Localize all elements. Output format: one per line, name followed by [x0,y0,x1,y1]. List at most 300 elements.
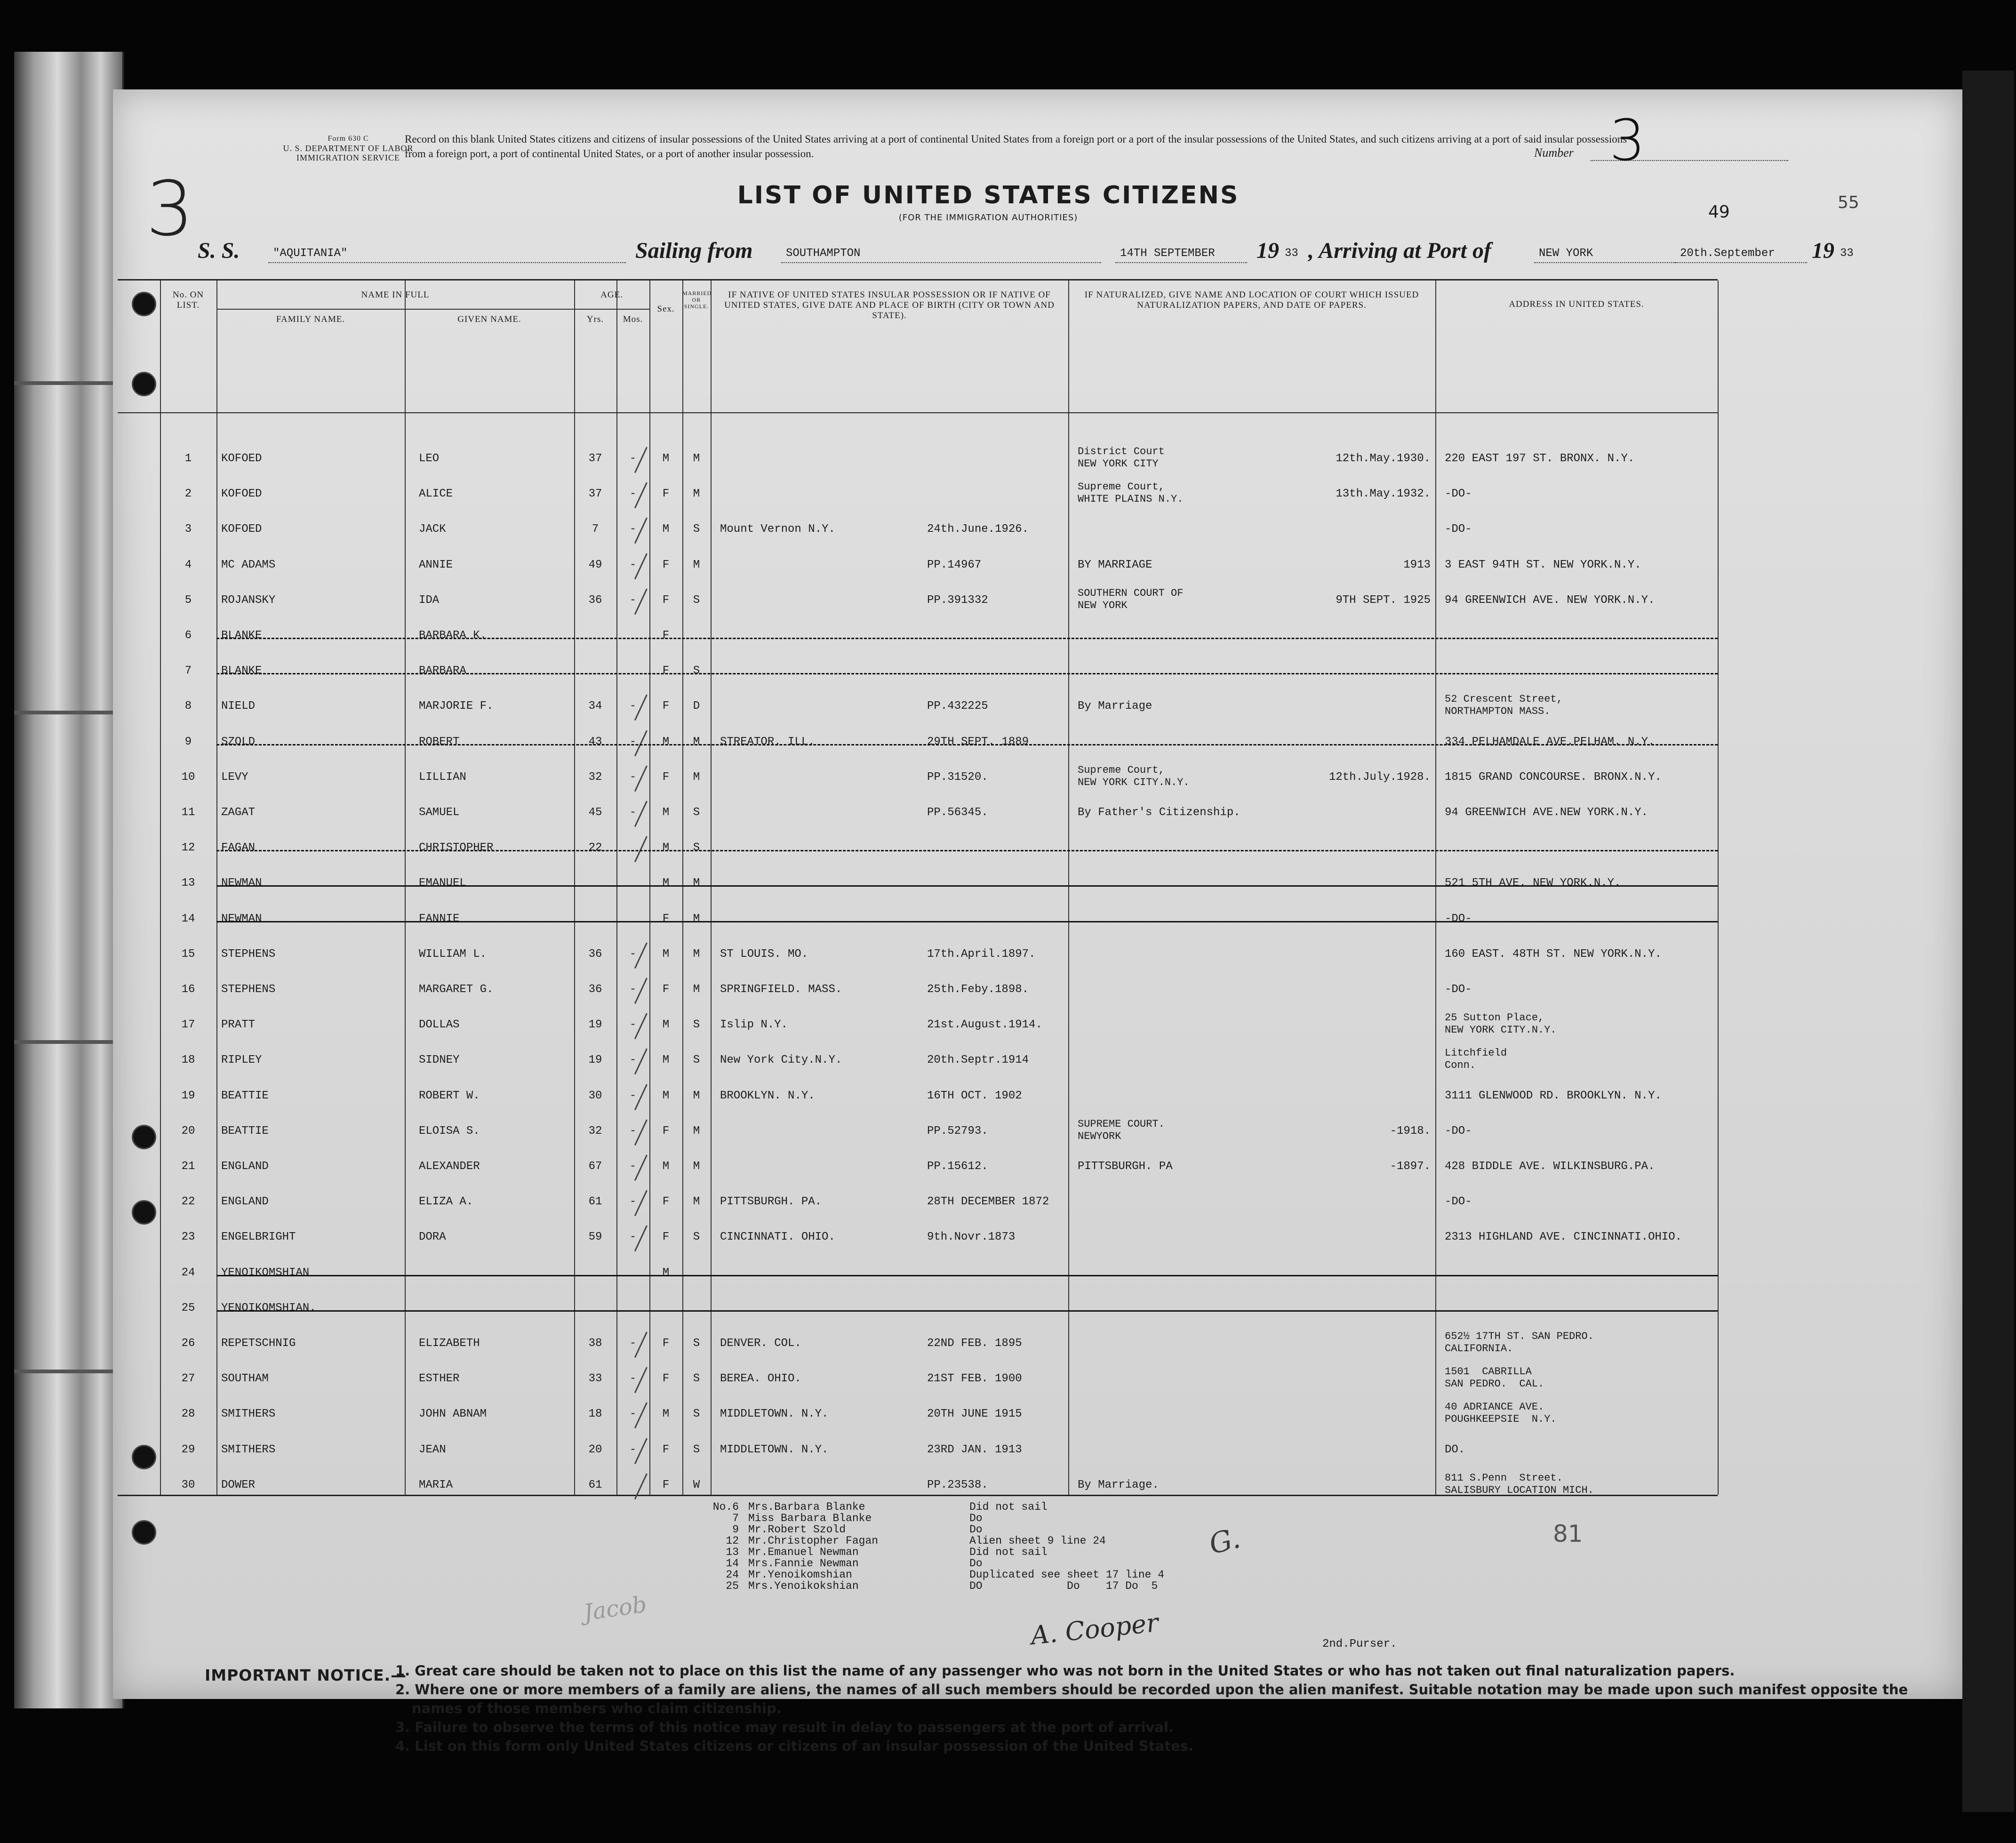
cell-birth-date: 9th.Novr.1873 [927,1231,1016,1244]
table-row [118,1328,1718,1363]
cell-birth-place: New York City.N.Y. [720,1054,842,1067]
note-remark: DO Do 17 Do 5 [969,1580,1158,1592]
cell-given: ELOISA S. [419,1124,480,1138]
cell-birth-place: PITTSBURGH. PA. [720,1195,822,1209]
cell-marital: M [693,877,700,890]
cell-marital: M [693,452,700,465]
table-row [118,1151,1718,1186]
cell-address: 1815 GRAND CONCOURSE. BRONX.N.Y. [1445,770,1662,784]
cell-court: PITTSBURGH. PA [1078,1160,1173,1173]
header-family-name: FAMILY NAME. [276,314,345,324]
cell-given: JACK [419,523,446,536]
binder-hole [132,1520,156,1545]
age-subheader-rule [574,309,649,310]
cell-sex: F [662,593,670,607]
cell-family: BEATTIE [221,1089,269,1102]
service-name: IMMIGRATION SERVICE [296,153,400,162]
note-no: 12 [726,1535,739,1547]
cell-family: YENOIKOMSHIAN [221,1266,310,1279]
cell-address: 220 EAST 197 ST. BRONX. N.Y. [1445,452,1635,465]
cell-birth-place: MIDDLETOWN. N.Y. [720,1408,829,1421]
cell-yrs: 36 [588,983,602,996]
cell-marital: S [693,1018,700,1032]
cell-marital: M [693,1195,700,1209]
cell-marital: S [693,1054,700,1067]
header-no-on-list: No. ON LIST. [172,290,204,310]
cell-mos: - [629,1160,637,1173]
cell-address: 652½ 17TH ST. SAN PEDRO. CALIFORNIA. [1445,1330,1594,1354]
table-row [118,1363,1718,1399]
cell-marital: S [693,1337,700,1350]
cell-sex: M [662,735,670,748]
department-name: U. S. DEPARTMENT OF LABOR [283,144,414,153]
year-prefix-arrival: 19 [1812,238,1834,263]
cell-family: KOFOED [221,452,262,465]
cell-marital: M [693,1089,700,1102]
cell-sex: M [662,1089,670,1102]
cell-given: EMANUEL [419,877,466,890]
cell-given: LILLIAN [419,770,466,784]
cell-no: 17 [181,1018,195,1032]
pencil-annotation: Jacob [582,1591,648,1627]
cell-given: JOHN ABNAM [419,1408,487,1421]
page-edge-shadow [1962,71,2014,1812]
cell-address: -DO- [1445,523,1472,536]
cell-family: ENGLAND [221,1160,269,1173]
cell-given: WILLIAM L. [419,947,487,961]
cell-birth-date: 25th.Feby.1898. [927,983,1029,996]
table-row [118,478,1718,514]
cell-birth-date: PP.23538. [927,1478,988,1491]
passenger-table [118,279,1718,1496]
cell-court-date: 12th.May.1930. [1336,452,1431,465]
table-row [118,1009,1718,1045]
cell-court-date: 12th.July.1928. [1328,770,1431,784]
cell-yrs: 30 [588,1089,602,1102]
table-row [118,549,1718,585]
note-remark: Duplicated see sheet 17 line 4 [969,1569,1165,1581]
cell-given: BARBARA [419,665,466,678]
note-name: Mr.Robert Szold [748,1523,846,1536]
cell-birth-place: MIDDLETOWN. N.Y. [720,1443,829,1456]
cell-family: BLANKE [221,629,262,642]
cell-given: ALICE [419,488,453,501]
cell-family: STEPHENS [221,983,276,996]
cell-marital: S [693,1231,700,1244]
strike-through-line [216,673,1718,674]
cell-birth-date: 29TH SEPT. 1889 [927,735,1029,748]
cell-marital: S [693,523,700,536]
cell-family: SMITHERS [221,1408,276,1421]
note-remark: Did not sail [969,1501,1048,1513]
col-divider [1718,280,1719,1495]
cell-yrs: 38 [588,1337,602,1350]
cell-birth-date: PP.14967 [927,558,982,571]
table-row [118,867,1718,903]
cell-marital: S [693,593,700,607]
cell-mos: - [629,1089,637,1102]
cell-family: ENGELBRIGHT [221,1231,296,1244]
cell-sex: F [662,629,670,642]
ship-name: "AQUITANIA" [273,247,348,260]
cell-address: 94 GREENWICH AVE.NEW YORK.N.Y. [1445,806,1648,819]
notice-item: 1. Great care should be taken not to place on this list the name of any passenger who was not born in the United States or who has not taken out final naturalization papers. [395,1663,1735,1679]
manifest-page [113,89,1962,1754]
table-row [118,938,1718,974]
table-row [118,1080,1718,1116]
cell-marital: D [693,700,700,713]
page-subtitle: (FOR THE IMMIGRATION AUTHORITIES) [898,213,1078,223]
note-remark: Alien sheet 9 line 24 [969,1535,1106,1547]
cell-address: 811 S.Penn Street. SALISBURY LOCATION MICH. [1445,1472,1594,1496]
ledger-binding [14,52,124,1708]
handwritten-list-number: 3 [1609,108,1646,174]
cell-marital: S [693,665,700,678]
cell-no: 10 [181,770,195,784]
table-row [118,1221,1718,1257]
notice-item: 4. List on this form only United States citizens or citizens of an insular possession of the United States. [395,1738,1193,1754]
cell-marital: M [693,947,700,961]
cell-address: 40 ADRIANCE AVE. POUGHKEEPSIE N.Y. [1445,1401,1557,1426]
cell-no: 19 [181,1089,195,1102]
cell-family: NEWMAN [221,877,262,890]
cell-mos: - [629,735,637,748]
cell-sex: M [662,1266,670,1279]
cell-no: 24 [181,1266,195,1279]
note-name: Mrs.Barbara Blanke [748,1501,865,1513]
table-row [118,655,1718,691]
cell-marital: M [693,1124,700,1138]
table-row [118,1469,1718,1505]
cell-no: 21 [181,1160,195,1173]
cell-family: STEPHENS [221,947,276,961]
note-no: 24 [726,1569,739,1581]
strike-through-line [216,638,1718,639]
cell-birth-place: STREATOR. ILL. [720,735,815,748]
table-row [118,585,1718,620]
cell-family: SZOLD [221,735,256,748]
cell-yrs: 19 [588,1054,602,1067]
sailing-port: SOUTHAMPTON [786,247,861,260]
cell-marital: S [693,1443,700,1456]
header-married-or-single: MARRIED OR SINGLE. [682,290,712,310]
note-name: Mr.Yenoikomshian [748,1569,852,1581]
cell-no: 20 [181,1124,195,1138]
cell-court-date: -1897. [1390,1160,1431,1173]
year-prefix: 19 [1256,238,1279,263]
cell-given: IDA [419,593,440,607]
cell-mos: - [629,488,637,501]
cell-address: -DO- [1445,1195,1472,1209]
cell-yrs: 34 [588,700,602,713]
form-number: Form 630 C [328,135,369,143]
cell-birth-date: 21ST FEB. 1900 [927,1372,1022,1386]
cell-family: PRATT [221,1018,256,1032]
cell-birth-place: BEREA. OHIO. [720,1372,801,1386]
cell-mos: - [629,806,637,819]
arrival-year: 33 [1840,247,1854,260]
cell-sex: M [662,452,670,465]
cell-marital: M [693,558,700,571]
cell-family: NEWMAN [221,912,262,925]
strike-through-line [216,885,1718,887]
arrival-date: 20th.September [1680,247,1775,260]
cell-address: -DO- [1445,488,1472,501]
cell-court-date: 1913 [1403,558,1431,571]
cell-family: KOFOED [221,523,262,536]
cell-address: 3 EAST 94TH ST. NEW YORK.N.Y. [1445,558,1641,571]
cell-sex: F [662,1337,670,1350]
cell-court: SUPREME COURT. NEWYORK [1078,1118,1165,1142]
cell-family: LEVY [221,770,248,784]
cell-no: 26 [181,1337,195,1350]
arriving-label: , Arriving at Port of [1308,238,1491,263]
cell-sex: M [662,947,670,961]
cell-family: DOWER [221,1478,256,1491]
cell-family: SMITHERS [221,1443,276,1456]
cell-mos: - [629,1054,637,1067]
cell-yrs: 61 [588,1195,602,1209]
cell-no: 11 [181,806,195,819]
cell-court: BY MARRIAGE [1078,558,1152,571]
cell-mos: - [629,1443,637,1456]
purser-title: 2nd.Purser. [1322,1638,1397,1651]
cell-yrs: 7 [592,523,599,536]
cell-birth-place: Islip N.Y. [720,1018,788,1032]
cell-sex: M [662,523,670,536]
cell-yrs: 37 [588,452,602,465]
cell-birth-place: SPRINGFIELD. MASS. [720,983,842,996]
cell-given: DORA [419,1231,446,1244]
cell-given: ROBERT W. [419,1089,480,1102]
cell-sex: F [662,665,670,678]
cell-sex: M [662,1018,670,1032]
note-name: Mr.Emanuel Newman [748,1546,859,1558]
cell-yrs: 45 [588,806,602,819]
check-mark [634,1473,651,1501]
cell-address: 94 GREENWICH AVE. NEW YORK.N.Y. [1445,593,1655,607]
cell-birth-date: 21st.August.1914. [927,1018,1042,1032]
cell-mos: - [629,700,637,713]
header-naturalization: IF NATURALIZED, GIVE NAME AND LOCATION OF COURT WHICH ISSUED NATURALIZATION PAPERS, AND DATE OF PAPERS. [1084,290,1419,310]
table-row [118,903,1718,939]
cell-no: 29 [181,1443,195,1456]
port-underline [1534,262,1675,263]
arrival-underline [1675,262,1807,263]
cell-given: BARBARA K. [419,629,487,642]
cell-no: 14 [181,912,195,925]
cell-sex: F [662,983,670,996]
cell-mos: - [629,1195,637,1209]
strike-through-line [216,921,1718,922]
note-no: 25 [726,1580,739,1592]
note-name: Miss Barbara Blanke [748,1512,872,1524]
cell-birth-date: PP.56345. [927,806,988,819]
cell-court: By Marriage [1078,700,1152,713]
header-yrs: Yrs. [586,314,604,324]
cell-sex: F [662,558,670,571]
cell-sex: F [662,912,670,925]
table-row [118,1044,1718,1080]
cell-family: BEATTIE [221,1124,269,1138]
cell-mos: - [629,452,637,465]
cell-given: ROBERT [419,735,460,748]
cell-yrs: 36 [588,947,602,961]
cell-family: NIELD [221,700,256,713]
cell-sex: F [662,1231,670,1244]
cell-court-date: 13th.May.1932. [1336,488,1431,501]
header-birth: IF NATIVE OF UNITED STATES INSULAR POSSESSION OR IF NATIVE OF UNITED STATES, GIVE DATE AND PLACE OF BIRTH (CITY OR TOWN AND STATE). [724,290,1055,321]
cell-no: 9 [184,735,192,748]
cell-birth-date: PP.432225 [927,700,988,713]
cell-given: CHRISTOPHER [419,841,494,855]
cell-marital: M [693,770,700,784]
cell-mos: - [629,1124,637,1138]
cell-address: 2313 HIGHLAND AVE. CINCINNATI.OHIO. [1445,1231,1682,1244]
cell-given: MARJORIE F. [419,700,494,713]
cell-given: SIDNEY [419,1054,460,1067]
cell-sex: F [662,488,670,501]
cell-mos: - [629,770,637,784]
table-row [118,1186,1718,1222]
cell-birth-date: 20TH JUNE 1915 [927,1408,1022,1421]
handwritten-sheet-number: 3 [146,165,194,253]
cell-given: FANNIE [419,912,460,925]
cell-birth-date: PP.15612. [927,1160,988,1173]
cell-court: By Marriage. [1078,1478,1159,1491]
cell-family: BLANKE [221,665,262,678]
cell-mos: - [629,523,637,536]
cell-address: 52 Crescent Street, NORTHAMPTON MASS. [1445,693,1563,718]
cell-no: 18 [181,1054,195,1067]
cell-address: -DO- [1445,983,1472,996]
cell-address: Litchfield Conn. [1445,1047,1507,1072]
cell-yrs: 43 [588,735,602,748]
cell-birth-place: BROOKLYN. N.Y. [720,1089,815,1102]
cell-no: 6 [184,629,192,642]
note-remark: Did not sail [969,1546,1048,1558]
cell-mos: - [629,983,637,996]
header-given-name: GIVEN NAME. [457,314,521,324]
cell-marital: W [693,1478,700,1491]
note-no: 14 [726,1557,739,1570]
cell-sex: F [662,1124,670,1138]
table-row [118,1398,1718,1434]
cell-court: By Father's Citizenship. [1078,806,1240,819]
table-row [118,1434,1718,1470]
cell-birth-date: PP.31520. [927,770,988,784]
cell-marital: S [693,1408,700,1421]
cell-family: ENGLAND [221,1195,269,1209]
page-title: LIST OF UNITED STATES CITIZENS [737,181,1240,209]
cell-family: RIPLEY [221,1054,262,1067]
table-row [118,443,1718,479]
note-name: Mr.Christopher Fagan [748,1535,879,1547]
note-no: 13 [726,1546,739,1558]
cell-court-date: -1918. [1390,1124,1431,1138]
table-row [118,513,1718,549]
note-no: 9 [732,1523,739,1536]
table-row [118,797,1718,833]
sailing-date: 14TH SEPTEMBER [1120,247,1215,260]
table-row [118,726,1718,762]
signature-scribble: G. [1206,1522,1244,1561]
notice-title: IMPORTANT NOTICE.— [205,1666,407,1684]
header-separator [118,412,1718,413]
note-remark: Do [969,1523,983,1536]
cell-birth-place: ST LOUIS. MO. [720,947,808,961]
notice-item: 3. Failure to observe the terms of this notice may result in delay to passengers at the port of arrival. [395,1719,1174,1735]
cell-no: 7 [184,665,192,678]
table-row [118,620,1718,656]
cell-address: 160 EAST. 48TH ST. NEW YORK.N.Y. [1445,947,1662,961]
note-remark: Do [969,1512,983,1524]
cell-no: 28 [181,1408,195,1421]
cell-given: ALEXANDER [419,1160,480,1173]
cell-birth-date: 17th.April.1897. [927,947,1036,961]
header-name-in-full: NAME IN FULL [361,290,430,300]
sailing-label: Sailing from [635,238,753,263]
cell-given: ELIZA A. [419,1195,473,1209]
page-number-alt: 55 [1838,193,1859,212]
cell-no: 15 [181,947,195,961]
cell-birth-date: 16TH OCT. 1902 [927,1089,1022,1102]
cell-birth-date: 20th.Septr.1914 [927,1054,1029,1067]
cell-no: 8 [184,700,192,713]
cell-birth-place: DENVER. COL. [720,1337,801,1350]
note-name: Mrs.Fannie Newman [748,1557,859,1570]
cell-yrs: 61 [588,1478,602,1491]
cell-sex: F [662,1372,670,1386]
strike-through-line [216,1275,1718,1276]
cell-birth-date: PP.391332 [927,593,988,607]
cell-no: 25 [181,1301,195,1314]
cell-family: MC ADAMS [221,558,276,571]
cell-marital: S [693,1372,700,1386]
cell-family: ZAGAT [221,806,256,819]
cell-mos: - [629,1231,637,1244]
cell-given: JEAN [419,1443,446,1456]
number-label: Number [1534,146,1574,160]
header-address: ADDRESS IN UNITED STATES. [1509,299,1644,309]
cell-family: ROJANSKY [221,593,276,607]
table-row [118,1257,1718,1293]
cell-family: REPETSCHNIG [221,1337,296,1350]
table-row [118,832,1718,868]
cell-no: 23 [181,1231,195,1244]
cell-given: MARGARET G. [419,983,494,996]
cell-yrs: 59 [588,1231,602,1244]
cell-sex: F [662,770,670,784]
purser-signature: A. Cooper [1029,1607,1160,1651]
ship-underline [268,262,626,263]
cell-marital: M [693,912,700,925]
cell-court: Supreme Court, WHITE PLAINS N.Y. [1078,481,1184,505]
cell-address: 25 Sutton Place, NEW YORK CITY.N.Y. [1445,1012,1557,1036]
cell-no: 1 [184,452,192,465]
cell-marital: M [693,488,700,501]
cell-address: 521 5TH AVE. NEW YORK.N.Y. [1445,877,1621,890]
cell-address: -DO- [1445,1124,1472,1138]
cell-no: 12 [181,841,195,855]
cell-address: 334 PELHAMDALE AVE.PELHAM. N.Y. [1445,735,1655,748]
cell-yrs: 37 [588,488,602,501]
header-sex: Sex. [657,304,675,314]
cell-sex: F [662,700,670,713]
cell-address: 3111 GLENWOOD RD. BROOKLYN. N.Y. [1445,1089,1662,1102]
cell-court: Supreme Court, NEW YORK CITY.N.Y. [1078,764,1190,788]
cell-court: SOUTHERN COURT OF NEW YORK [1078,587,1184,611]
